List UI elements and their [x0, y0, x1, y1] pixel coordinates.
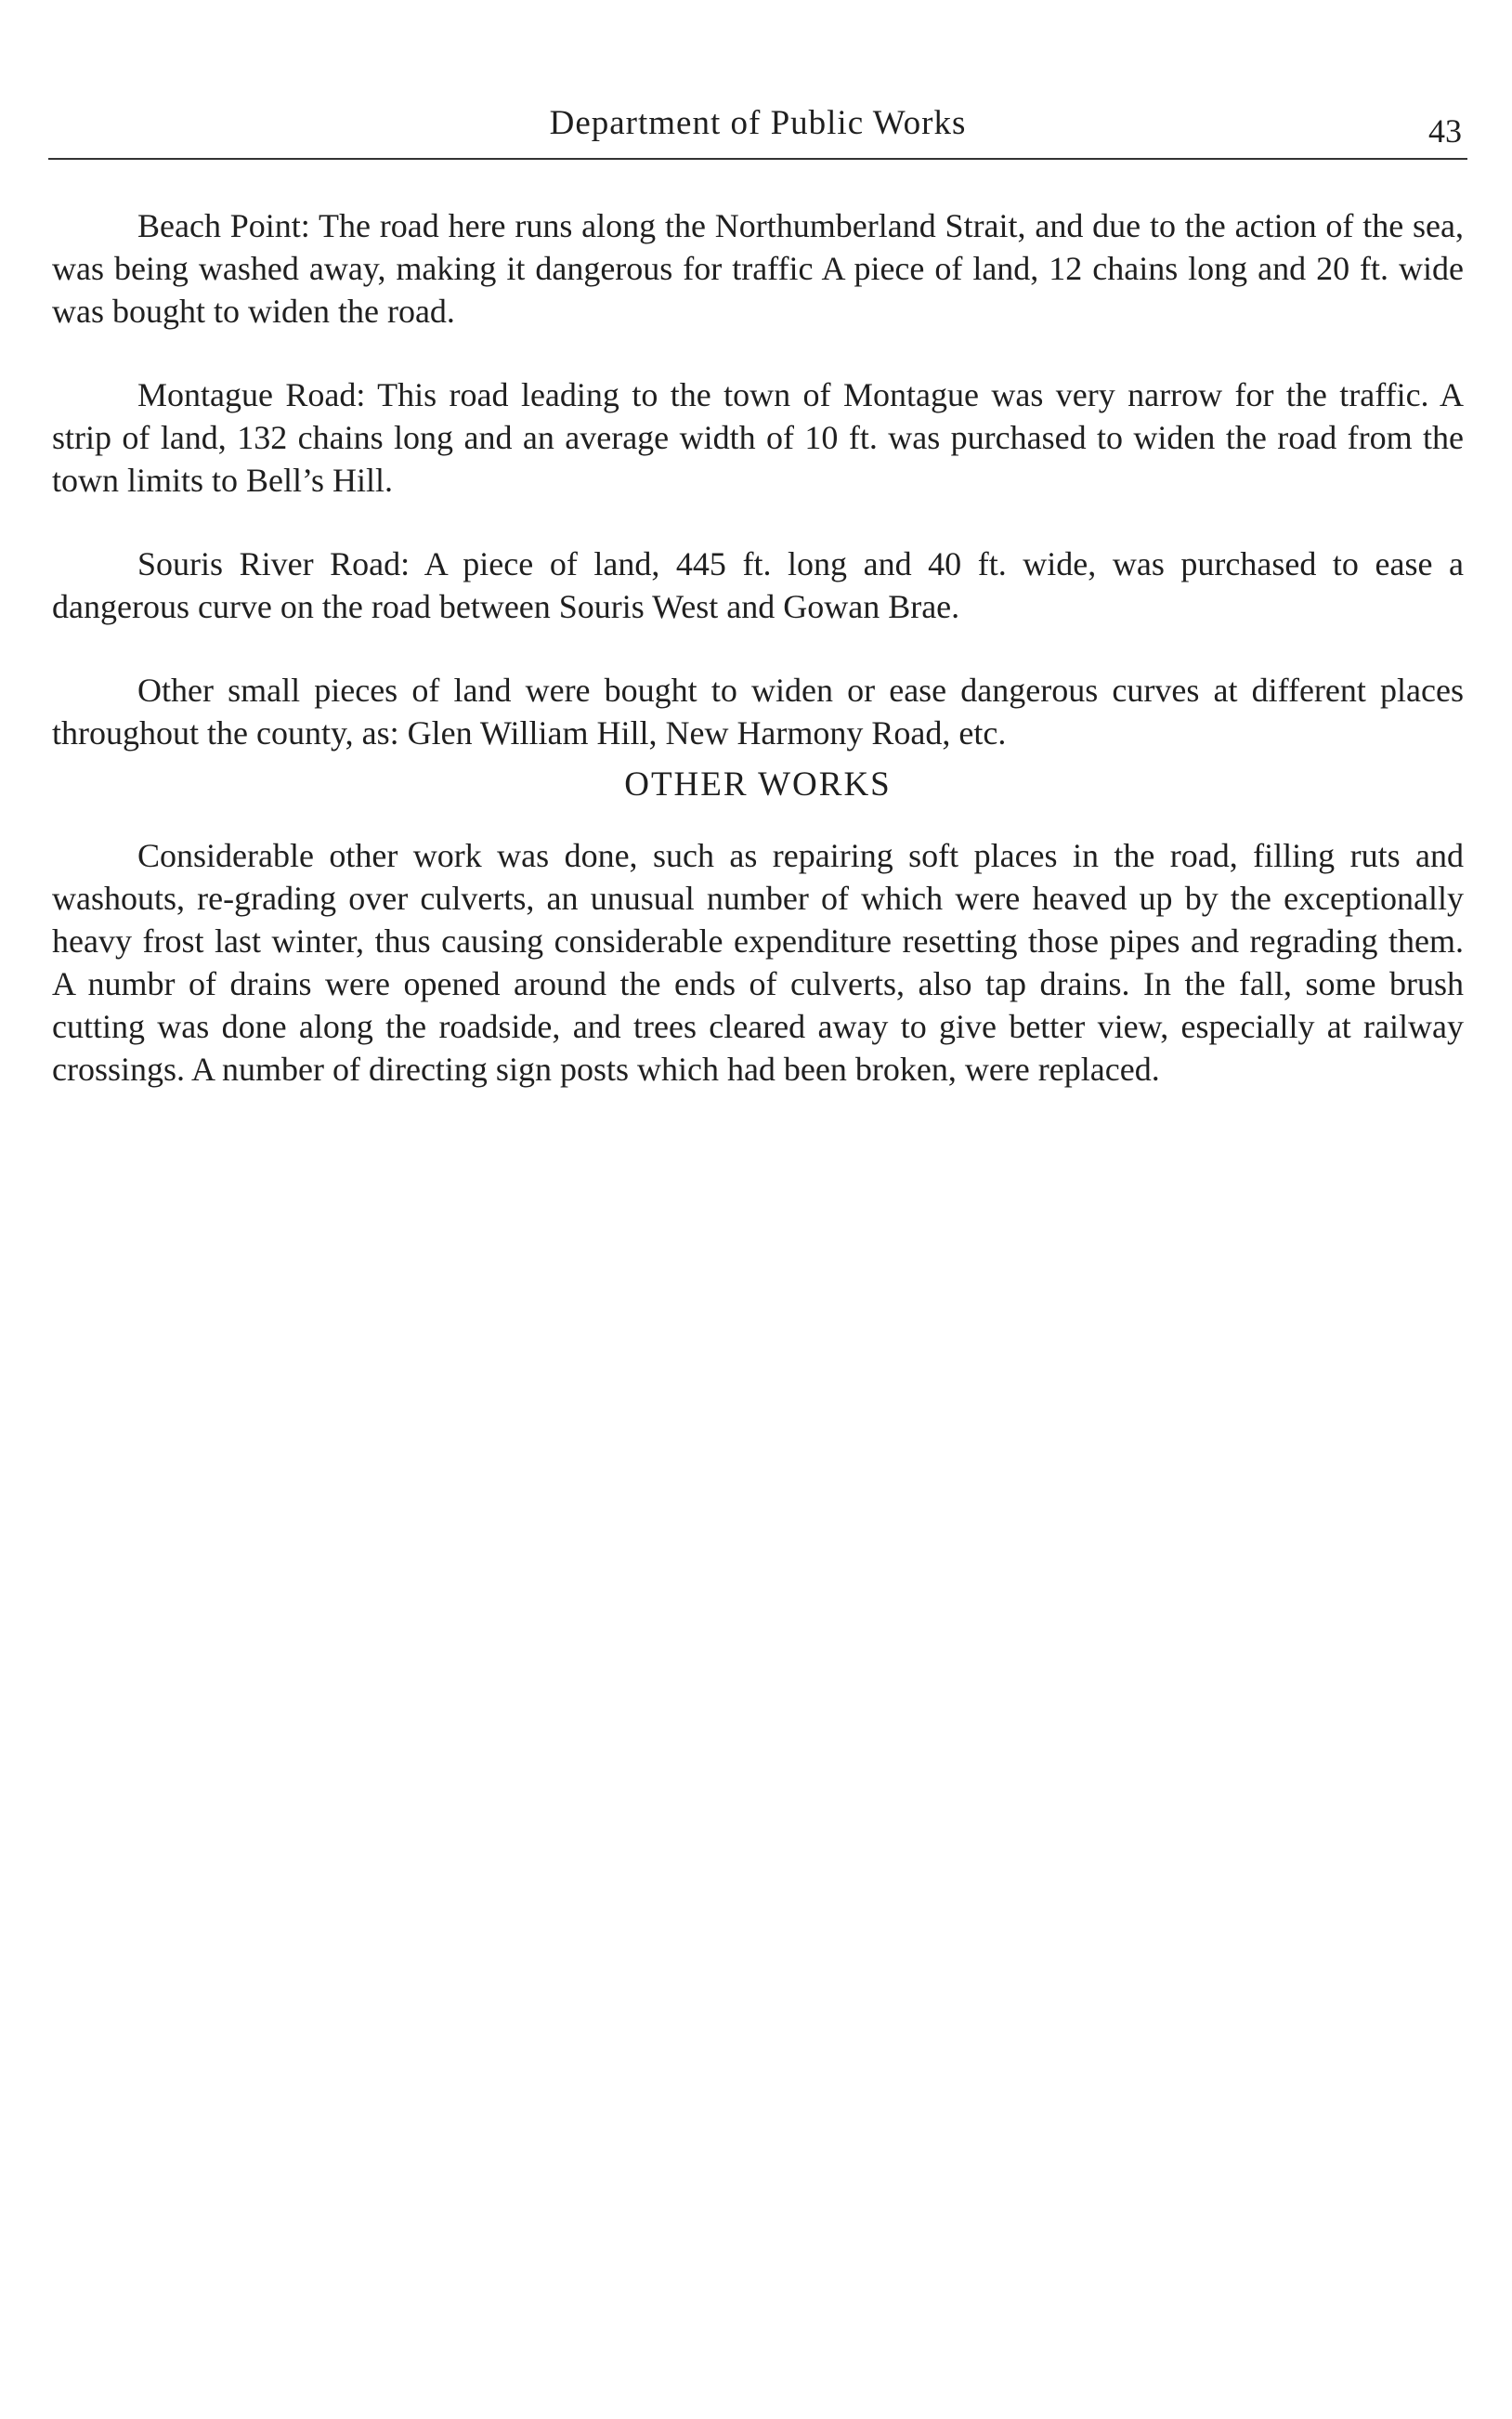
running-header [48, 100, 1467, 156]
paragraph-other-small-pieces: Other small pieces of land were bought to widen or ease dangerous curves at different places throughout the county, as: Glen William Hill, New Harmony Road, etc. [52, 672, 1464, 752]
body-text [52, 204, 1464, 1131]
header-rule [48, 158, 1467, 160]
running-title: Department of Public Works [549, 104, 967, 142]
paragraph-beach-point: Beach Point: The road here runs along the Northumberland Strait, and due to the action of the sea, was being washed away, making it dangerous for traffic A piece of land, 12 chains long and 20 ft. wide was bought to widen the road. [52, 207, 1464, 330]
paragraph-other-works: Considerable other work was done, such as repairing soft places in the road, filling ruts and washouts, re-grading over culverts, an unusual number of which were heaved up by the exceptionally heavy frost last winter, thus causing considerable expenditure resetting those pipes and regrading them. A numbr of drains were opened around the ends of culverts, also tap drains. In the fall, some brush cutting was done along the roadside, and trees cleared away to give better view, especially at railway crossings. A number of directing sign posts which had been broken, were replaced. [52, 837, 1464, 1088]
paragraph-montague-road: Montague Road: This road leading to the town of Montague was very narrow for the traffic. A strip of land, 132 chains long and an average width of 10 ft. was purchased to widen the road from the town limits to Bell’s Hill. [52, 376, 1464, 499]
paragraph-souris-river-road: Souris River Road: A piece of land, 445 ft. long and 40 ft. wide, was purchased to ease a dangerous curve on the road between Souris West and Gowan Brae. [52, 545, 1464, 625]
section-heading: OTHER WORKS [624, 765, 892, 804]
page-number: 43 [1428, 112, 1462, 150]
